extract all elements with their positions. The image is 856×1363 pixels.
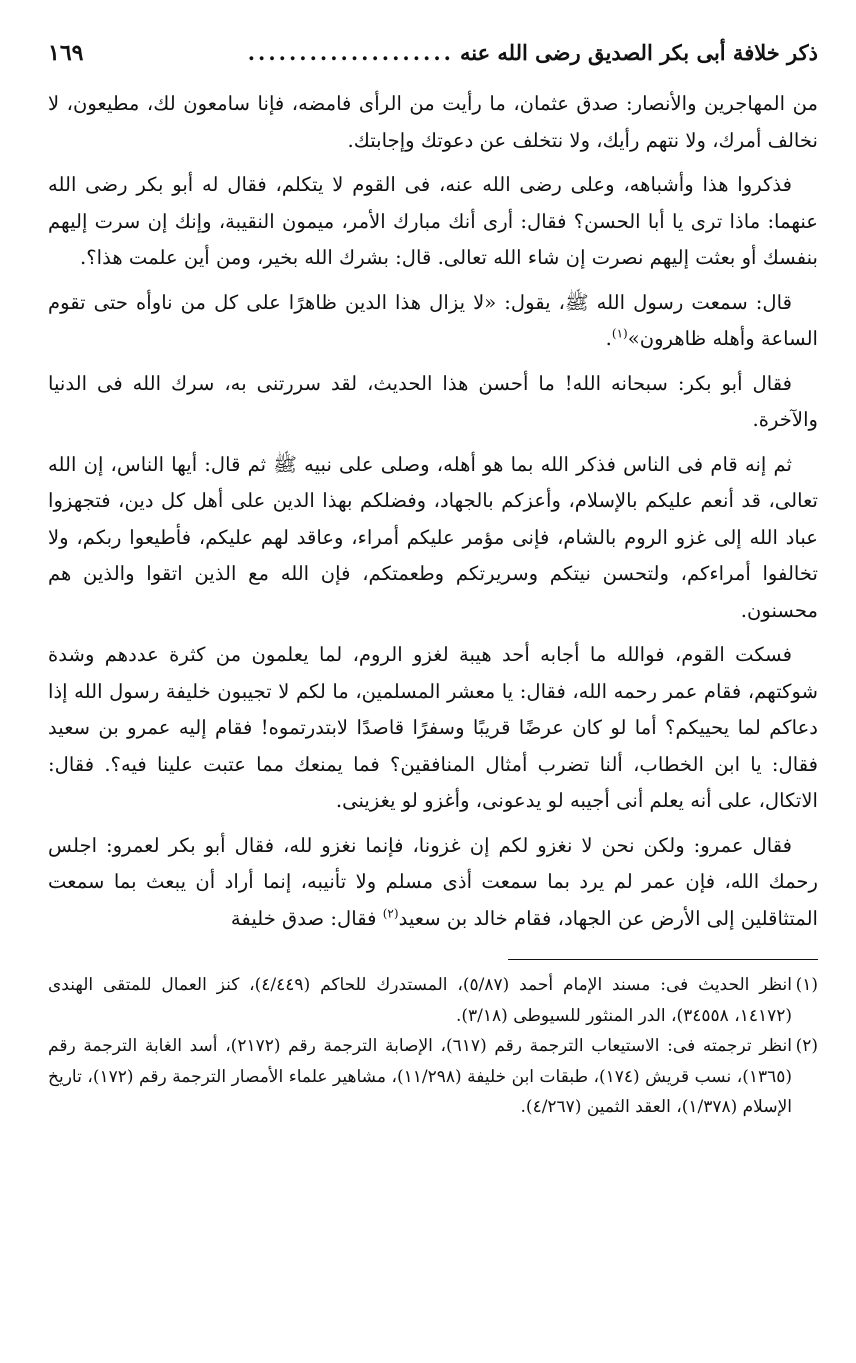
footnote-ref-1: (١) (611, 326, 628, 341)
paragraph-text: من المهاجرين والأنصار: صدق عثمان، ما رأيت من الرأى فامضه، فإنا سامعون لك، مطيعون، لا نخالف أمرك، ولا نتهم رأيك، ولا نتخلف عن دعوتك وإجابتك. (48, 92, 818, 152)
header-leader-dots: .................... (247, 40, 454, 65)
paragraph-2 (48, 167, 818, 277)
running-header-title: ذكر خلافة أبى بكر الصديق رضى الله عنه (459, 40, 818, 65)
book-page (48, 40, 818, 1123)
footnote-number: (٢) (795, 1036, 818, 1056)
footnote-1 (48, 970, 818, 1031)
footnote-2 (48, 1031, 818, 1123)
footnote-number: (١) (795, 975, 818, 995)
paragraph-6 (48, 637, 818, 820)
paragraph-text: فقال عمرو: ولكن نحن لا نغزو لكم إن غزونا، فإنما نغزو لله، فقال أبو بكر لعمرو: اجلس رحمك الله، فإن عمر لم يرد بما سمعت أذى مسلم ولا تأنيبه، إنما أراد أن يبعث بما سمعت المتثاقلين إلى الأرض عن الجهاد، فقام خالد بن سعيد (48, 833, 818, 930)
paragraph-1 (48, 86, 818, 159)
paragraph-4 (48, 366, 818, 439)
footnote-text: انظر الحديث فى: مسند الإمام أحمد (٥/٨٧)، المستدرك للحاكم (٤/٤٤٩)، كنز العمال للمتقى الهندى (١٤١٧٢، ٣٤٥٥٨)، الدر المنثور للسيوطى (٣/١٨). (48, 975, 792, 1026)
footnote-ref-2: (٢) (382, 905, 399, 920)
paragraph-text: فسكت القوم، فوالله ما أجابه أحد هيبة لغزو الروم، لما يعلمون من كثرة عددهم وشدة شوكتهم، فقام عمر رحمه الله، فقال: يا معشر المسلمين، ما لكم لا تجيبون خليفة رسول الله إذا دعاكم لما يحييكم؟ أما لو كان عرضًا قريبًا وسفرًا قاصدًا لابتدرتموه! فقام إليه عمرو بن سعيد فقال: يا ابن الخطاب، ألنا تضرب أمثال المنافقين؟ فما يمنعك مما عتبت علينا فيه؟. فقال: الاتكال، على أنه يعلم أنى أجيبه لو يدعونى، وأغزو لو يغزينى. (48, 643, 818, 812)
paragraph-text: فقال أبو بكر: سبحانه الله! ما أحسن هذا الحديث، لقد سررتنى به، سرك الله فى الدنيا والآخرة. (48, 371, 818, 431)
footnotes (48, 970, 818, 1123)
paragraph-text-tail: فقال: صدق خليفة (230, 906, 383, 930)
page-number: ١٦٩ (48, 40, 84, 66)
footnote-text: انظر ترجمته فى: الاستيعاب الترجمة رقم (٦١٧)، الإصابة الترجمة رقم (٢١٧٢)، أسد الغابة الترجمة رقم (١٣٦٥)، نسب قريش (١٧٤)، طبقات ابن خليفة (١١/٢٩٨)، مشاهير علماء الأمصار الترجمة رقم (١٧٢)، تاريخ الإسلام (١/٣٧٨)، العقد الثمين (٤/٢٦٧). (48, 1036, 793, 1117)
paragraph-5 (48, 447, 818, 630)
paragraph-7 (48, 828, 818, 938)
paragraph-text: قال: سمعت رسول الله ﷺ، يقول: «لا يزال هذا الدين ظاهرًا على كل من ناوأه حتى تقوم الساعة وأهله ظاهرون» (48, 290, 818, 350)
paragraph-text: فذكروا هذا وأشباهه، وعلى رضى الله عنه، فى القوم لا يتكلم، فقال له أبو بكر رضى الله عنهما: ماذا ترى يا أبا الحسن؟ فقال: أرى أنك مبارك الأمر، ميمون النقيبة، وإنك إن سرت إليهم بنفسك أو بعثت إليهم نصرت إن شاء الله تعالى. قال: بشرك الله بخير، ومن أين علمت هذا؟. (48, 173, 818, 269)
paragraph-text-tail: . (605, 327, 612, 350)
paragraph-text: ثم إنه قام فى الناس فذكر الله بما هو أهله، وصلى على نبيه ﷺ ثم قال: أيها الناس، إن الله تعالى، قد أنعم عليكم بالإسلام، وأعزكم بالجهاد، وفضلكم بهذا الدين على أهل كل دين، فتجهزوا عباد الله إلى غزو الروم بالشام، فإنى مؤمر عليكم أمراء، وعاقد لهم عليكم، فأطيعوا ربكم، ولا تخالفوا أمراءكم، ولتحسن نيتكم وسريرتكم وطعمتكم، فإن الله مع الذين اتقوا والذين هم محسنون. (48, 452, 818, 622)
running-header (48, 40, 818, 86)
footnote-divider (508, 959, 818, 960)
paragraph-3 (48, 285, 818, 358)
main-text (48, 86, 818, 937)
